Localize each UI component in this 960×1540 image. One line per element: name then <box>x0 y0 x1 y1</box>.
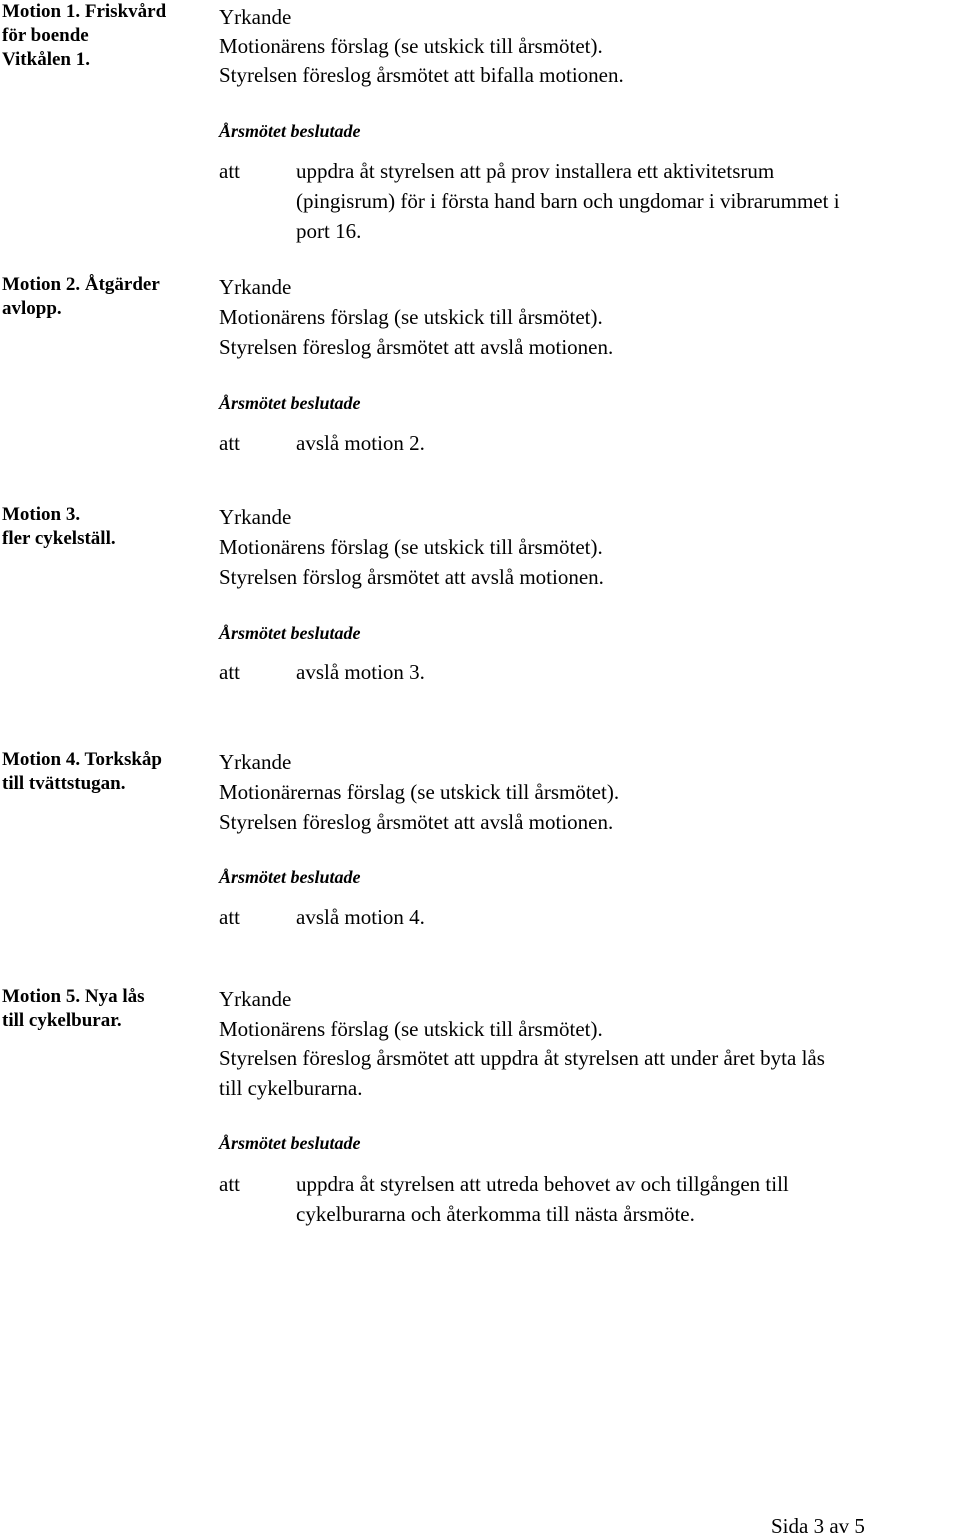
motion-label-line: Motion 4. Torkskåp <box>2 749 162 770</box>
resolution-text <box>296 657 960 687</box>
decision-heading: Årsmötet beslutade <box>219 121 361 141</box>
yrkande-heading: Yrkande <box>219 987 292 1011</box>
resolution-line: uppdra åt styrelsen att utreda behovet av och tillgången till <box>296 1172 789 1196</box>
decision-heading: Årsmötet beslutade <box>219 867 361 887</box>
board-recommendation: Styrelsen föreslog årsmötet att avslå motionen. <box>219 335 614 359</box>
motion-label-line: för boende <box>2 25 89 46</box>
resolution-line: avslå motion 4. <box>296 905 425 929</box>
motion-label-line: Motion 5. Nya lås <box>2 986 145 1007</box>
resolution-text <box>296 428 960 458</box>
board-recommendation: Styrelsen förslog årsmötet att avslå motionen. <box>219 565 604 589</box>
board-recommendation: Styrelsen föreslog årsmötet att bifalla motionen. <box>219 63 624 87</box>
page-number: Sida 3 av 5 <box>771 1514 865 1538</box>
proposal-line: Motionärens förslag (se utskick till årsmötet). <box>219 305 603 329</box>
motion-label-line: Vitkålen 1. <box>2 49 90 70</box>
motion-5-label <box>2 985 202 1033</box>
motion-1-label <box>2 0 202 72</box>
decision-heading: Årsmötet beslutade <box>219 1133 361 1153</box>
resolution-line: (pingisrum) för i första hand barn och ungdomar i vibrarummet i <box>296 189 840 213</box>
yrkande-heading: Yrkande <box>219 505 292 529</box>
motion-label-line: Motion 3. <box>2 504 81 525</box>
att-keyword: att <box>219 660 240 684</box>
motion-label-line: Motion 2. Åtgärder <box>2 274 160 295</box>
att-keyword: att <box>219 159 240 183</box>
resolution-line: avslå motion 2. <box>296 431 425 455</box>
decision-heading: Årsmötet beslutade <box>219 393 361 413</box>
resolution-line: uppdra åt styrelsen att på prov installera ett aktivitetsrum <box>296 159 775 183</box>
resolution-text <box>296 902 960 932</box>
att-keyword: att <box>219 1172 240 1196</box>
resolution-text <box>296 156 960 246</box>
motion-4-label <box>2 748 202 796</box>
motion-label-line: Motion 1. Friskvård <box>2 1 167 22</box>
proposal-line: Motionärernas förslag (se utskick till årsmötet). <box>219 780 620 804</box>
motion-3-label <box>2 503 202 551</box>
att-keyword: att <box>219 905 240 929</box>
motion-label-line: till cykelburar. <box>2 1010 122 1031</box>
resolution-line: cykelburarna och återkomma till nästa årsmöte. <box>296 1202 695 1226</box>
board-recommendation: Styrelsen föreslog årsmötet att uppdra åt styrelsen att under året byta lås <box>219 1046 825 1070</box>
decision-heading: Årsmötet beslutade <box>219 623 361 643</box>
resolution-line: port 16. <box>296 219 362 243</box>
yrkande-heading: Yrkande <box>219 275 292 299</box>
motion-label-line: avlopp. <box>2 298 62 319</box>
yrkande-heading: Yrkande <box>219 750 292 774</box>
motion-label-line: till tvättstugan. <box>2 773 126 794</box>
motion-label-line: fler cykelställ. <box>2 528 116 549</box>
motion-2-label <box>2 273 202 321</box>
yrkande-heading: Yrkande <box>219 5 292 29</box>
resolution-line: avslå motion 3. <box>296 660 425 684</box>
att-keyword: att <box>219 431 240 455</box>
board-recommendation-cont: till cykelburarna. <box>219 1076 363 1100</box>
board-recommendation: Styrelsen föreslog årsmötet att avslå motionen. <box>219 810 614 834</box>
proposal-line: Motionärens förslag (se utskick till årsmötet). <box>219 1017 603 1041</box>
resolution-text <box>296 1169 960 1229</box>
proposal-line: Motionärens förslag (se utskick till årsmötet). <box>219 34 603 58</box>
proposal-line: Motionärens förslag (se utskick till årsmötet). <box>219 535 603 559</box>
